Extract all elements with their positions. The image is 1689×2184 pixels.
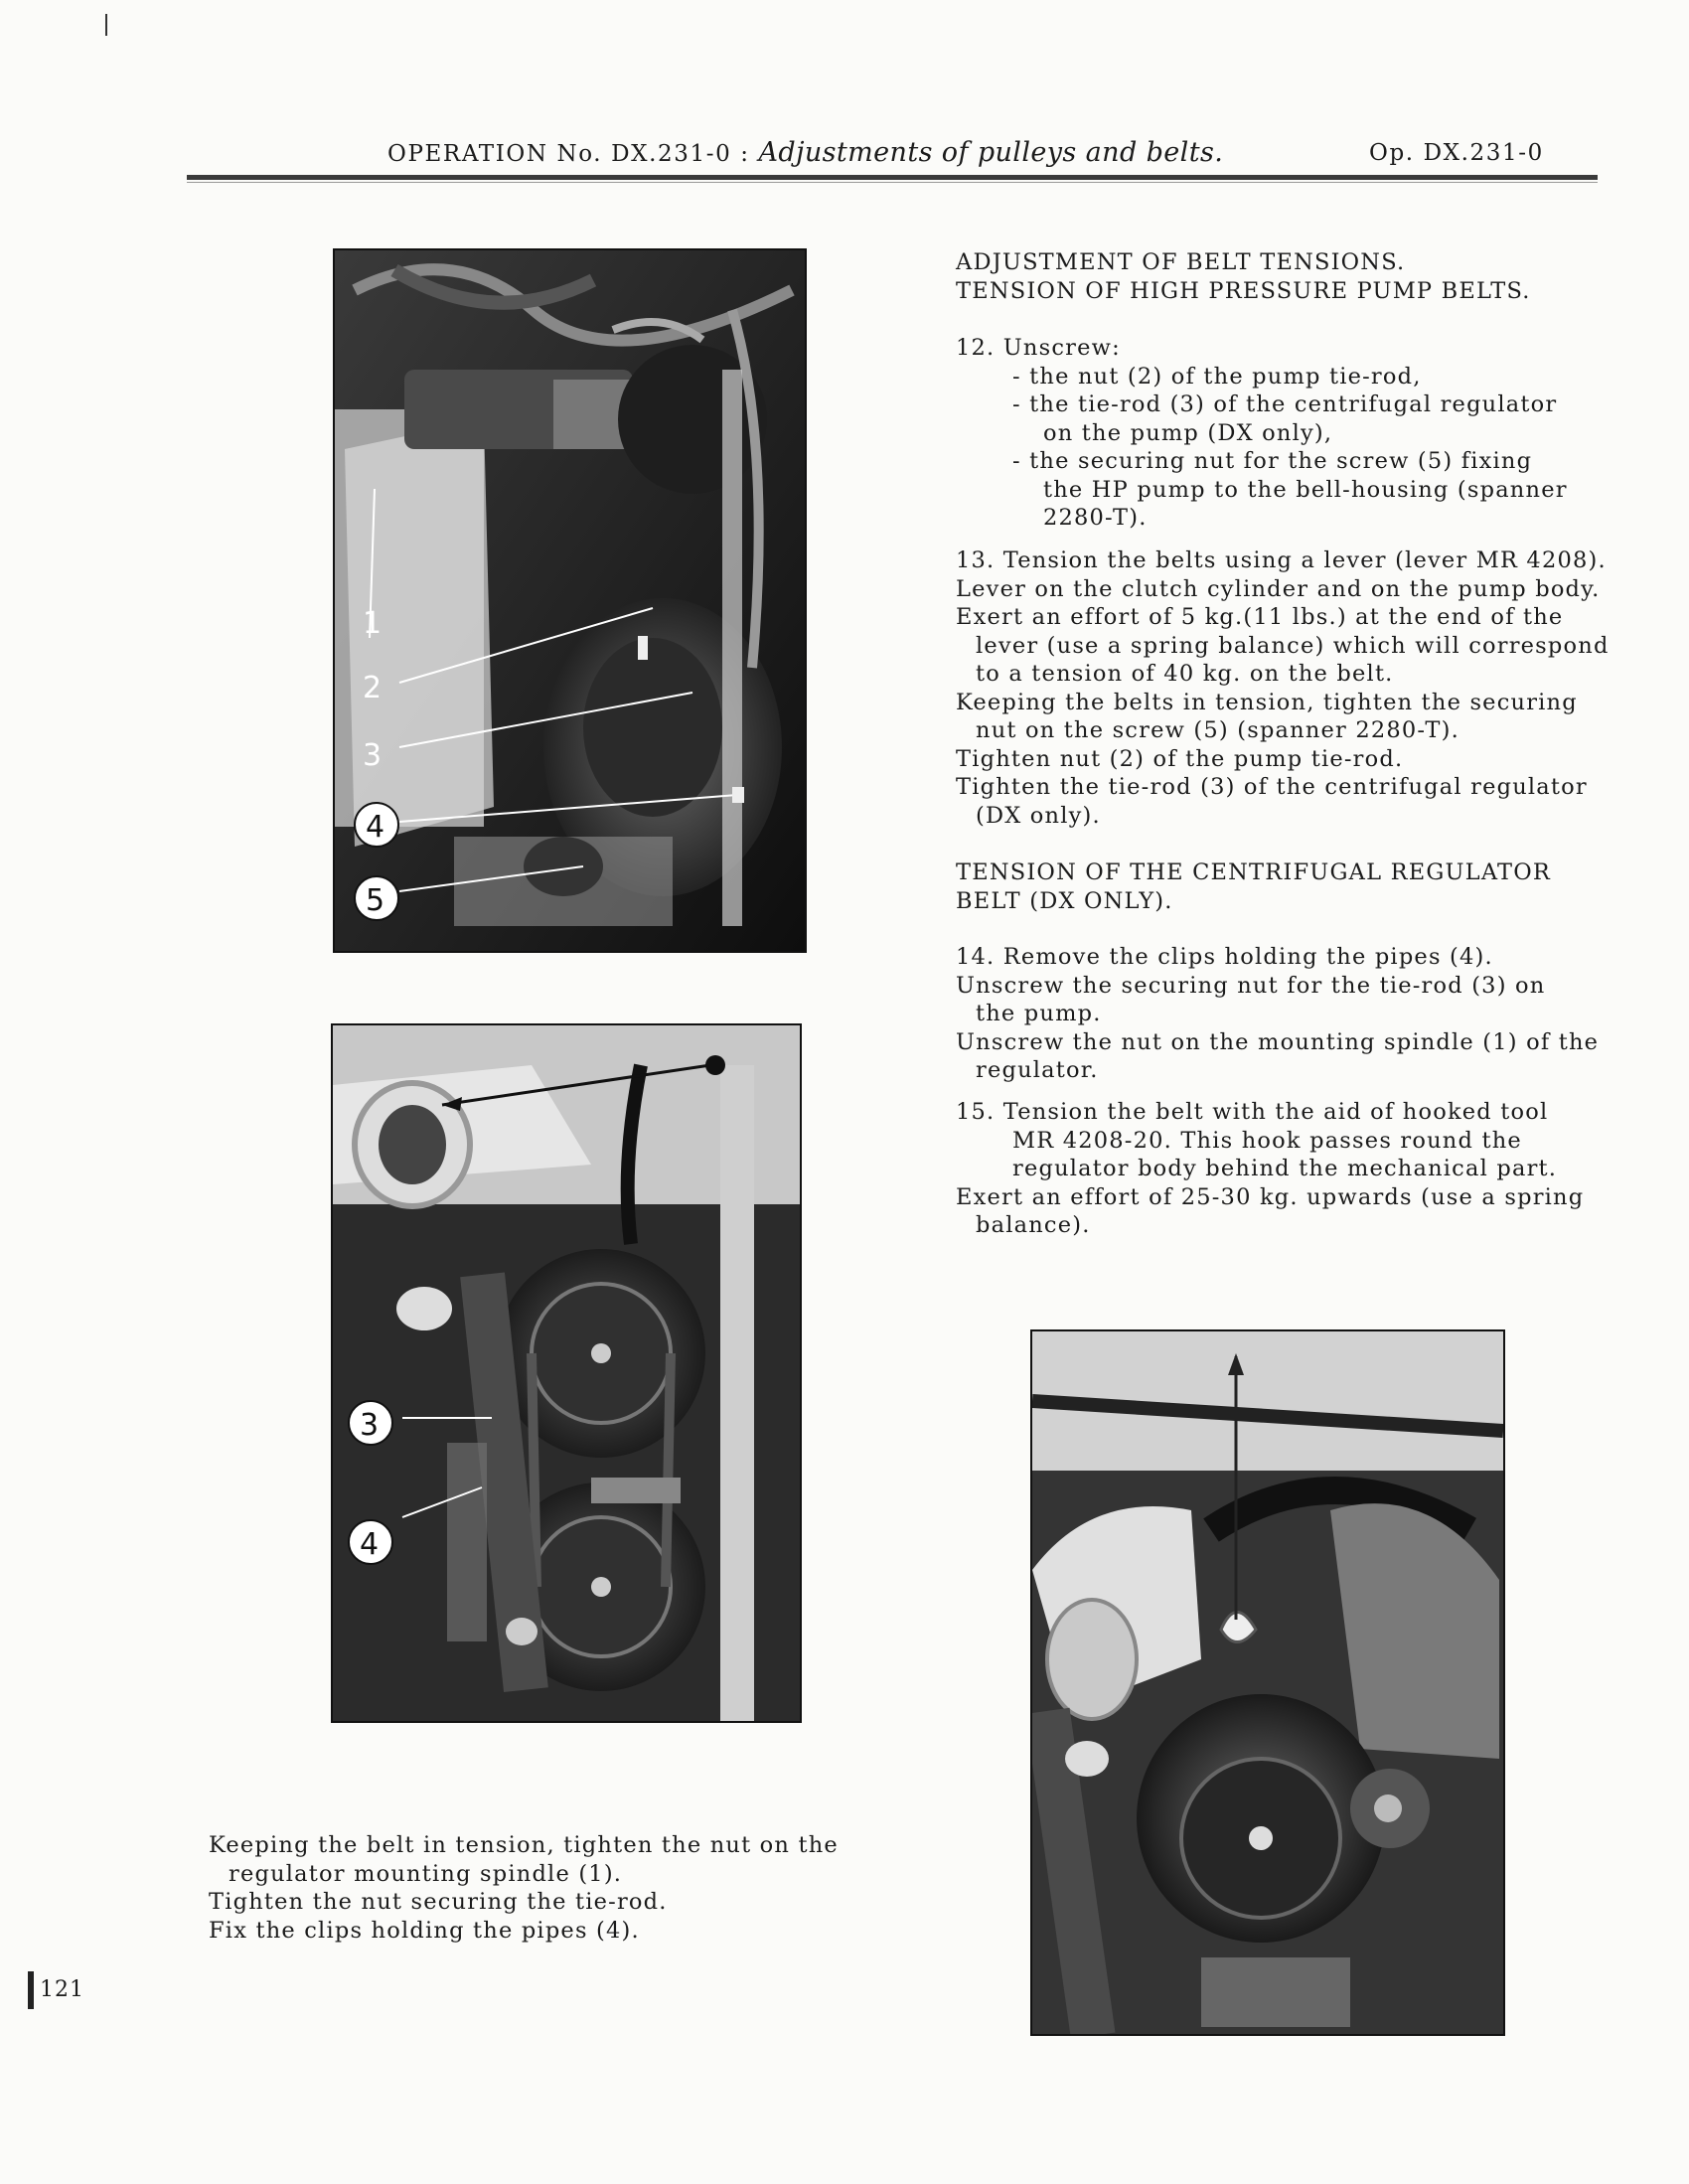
left-line: Fix the clips holding the pipes (4). <box>209 1917 640 1944</box>
step12-line: the HP pump to the bell-housing (spanner <box>1043 476 1568 503</box>
step15-line: 15. Tension the belt with the aid of hooked tool <box>956 1099 1549 1125</box>
step12-line: - the nut (2) of the pump tie-rod, <box>1012 363 1422 390</box>
heading-regulator-dx: BELT (DX ONLY). <box>956 887 1173 914</box>
operation-title: Adjustments of pulleys and belts. <box>758 137 1224 168</box>
step14-line: regulator. <box>976 1057 1099 1083</box>
step15-line: Exert an effort of 25-30 kg. upwards (use a spring <box>956 1183 1585 1210</box>
header-rule-thin <box>187 182 1598 183</box>
left-line: regulator mounting spindle (1). <box>229 1860 623 1887</box>
step12-line: 2280-T). <box>1043 505 1148 531</box>
step14-line: Unscrew the nut on the mounting spindle (1) of the <box>956 1028 1600 1055</box>
step13-line: (DX only). <box>976 802 1101 829</box>
step13-line: Exert an effort of 5 kg.(11 lbs.) at the end of the <box>956 604 1564 630</box>
step14-line: the pump. <box>976 1001 1102 1026</box>
photo-hooked-tool <box>1030 1329 1505 2036</box>
step12-line: - the tie-rod (3) of the centrifugal regulator <box>1012 391 1558 417</box>
margin-mark <box>105 14 107 36</box>
step14-line: Unscrew the securing nut for the tie-rod (3) on <box>956 972 1546 999</box>
photo2-label-3: 3 <box>360 1408 380 1443</box>
step13-line: Tighten nut (2) of the pump tie-rod. <box>956 745 1404 772</box>
step14-line: 14. Remove the clips holding the pipes (4). <box>956 944 1493 970</box>
photo-hp-pump <box>333 248 807 953</box>
step12-line: on the pump (DX only), <box>1043 419 1333 446</box>
step-12 <box>956 334 1568 533</box>
step13-line: nut on the screw (5) (spanner 2280-T). <box>976 717 1459 743</box>
step15-line: balance). <box>976 1212 1091 1238</box>
photo1-label-3: 3 <box>363 738 383 773</box>
photo-regulator-belt <box>331 1023 802 1723</box>
step13-line: Lever on the clutch cylinder and on the pump body. <box>956 575 1601 602</box>
left-bottom-text <box>209 1831 839 1945</box>
step-13 <box>956 546 1610 830</box>
photo1-label-4: 4 <box>366 810 385 845</box>
step-14 <box>956 943 1599 1085</box>
photo2-label-4: 4 <box>360 1527 380 1562</box>
page-number-bar <box>28 1971 34 2009</box>
step13-line: Tighten the tie-rod (3) of the centrifugal regulator <box>956 774 1588 800</box>
operation-number: OPERATION No. DX.231-0 : <box>387 141 759 167</box>
left-line: Tighten the nut securing the tie-rod. <box>209 1889 668 1915</box>
step13-line: Keeping the belts in tension, tighten the securing <box>956 689 1578 715</box>
page-header <box>387 137 1223 168</box>
step13-line: 13. Tension the belts using a lever (lever MR 4208). <box>956 547 1607 573</box>
step15-line: MR 4208-20. This hook passes round the <box>1012 1127 1522 1154</box>
regulator-belt-heading <box>956 858 1551 915</box>
header-rule <box>187 175 1598 180</box>
photo1-label-5: 5 <box>366 883 385 918</box>
operation-code: Op. DX.231-0 <box>1369 140 1544 166</box>
right-column <box>956 248 1531 305</box>
heading-regulator: TENSION OF THE CENTRIFUGAL REGULATOR <box>956 859 1552 885</box>
photo1-label-1: 1 <box>363 606 383 641</box>
step12-title: 12. Unscrew: <box>956 335 1121 361</box>
step12-line: - the securing nut for the screw (5) fixing <box>1012 448 1533 474</box>
step13-line: lever (use a spring balance) which will correspond <box>976 632 1610 659</box>
photo1-label-2: 2 <box>363 671 383 705</box>
page-number: 121 <box>40 1977 84 2002</box>
step13-line: to a tension of 40 kg. on the belt. <box>976 661 1394 687</box>
left-line: Keeping the belt in tension, tighten the nut on the <box>209 1832 839 1858</box>
step15-line: regulator body behind the mechanical part. <box>1012 1156 1558 1181</box>
heading-belt-tensions: ADJUSTMENT OF BELT TENSIONS. <box>956 249 1406 275</box>
heading-hp-pump-belts: TENSION OF HIGH PRESSURE PUMP BELTS. <box>956 277 1531 304</box>
step-15 <box>956 1098 1584 1240</box>
